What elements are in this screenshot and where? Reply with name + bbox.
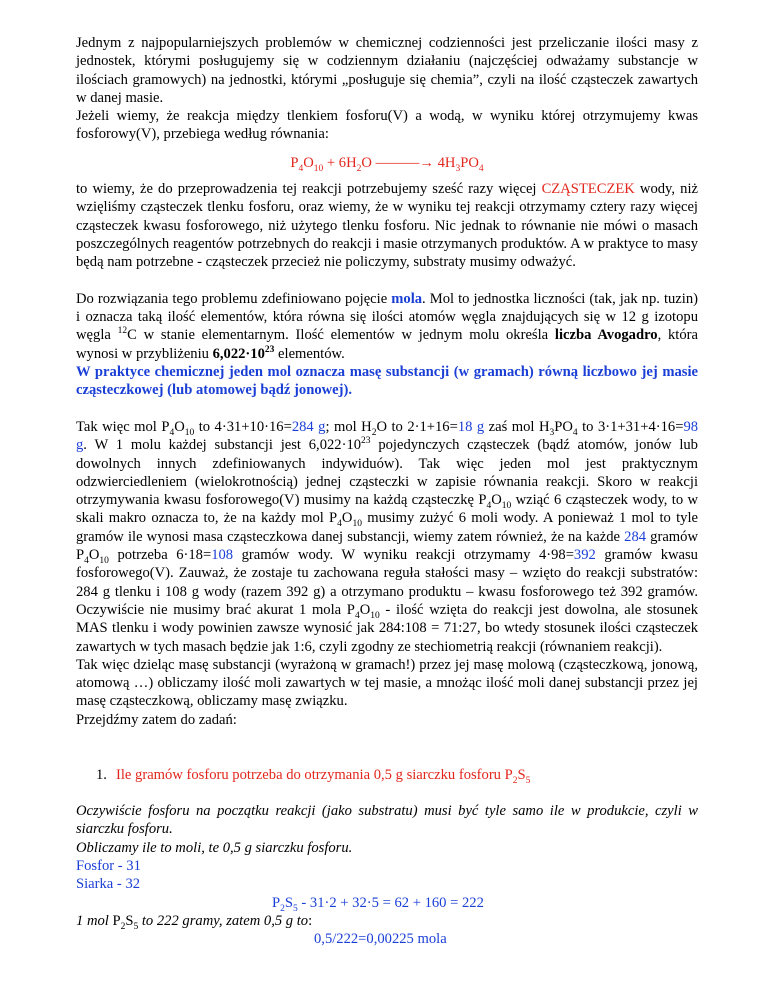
- reaction-equation: $P_4O_{10} + 6H_2O$ ———→ $4H_3PO_4$: [290, 154, 484, 174]
- term-avogadro: liczba Avogadro: [554, 327, 658, 344]
- mole-statement: 1 mol $P_2S_5$ to 222 gramy, zatem 0,5 g to:: [76, 912, 313, 932]
- explanation-paragraph: to wiemy, że do przeprowadzenia tej reakcji potrzebujemy sześć razy więcej CZĄSTECZEK wody, niż wzięliśmy cząsteczek tlenku fosforu, oraz wiemy, że w wyniku tej reakcji otrzymamy cztery razy więcej cząsteczek kwasu fosforowego, niż użytego tlenku fosforu. Nic jednak to równanie nie mówi o masach poszczególnych reagentów potrzebnych do reakcji i masie otrzymanych produktów. A w praktyce to masy będą nam potrzebne - cząsteczek przecież nie policzymy, substraty musimy odważyć.: [76, 181, 698, 271]
- document-page: [76, 34, 698, 949]
- intro-paragraph-2: Jeżeli wiemy, że reakcja między tlenkiem fosforu(V) a wodą, w wyniku której otrzymujemy kwas fosforowy(V), przebiega według równania:: [76, 108, 698, 143]
- highlight-molecules: CZĄSTECZEK: [541, 181, 635, 198]
- mol-definition-paragraph: Do rozwiązania tego problemu zdefiniowano pojęcie mola. Mol to jednostka liczności (tak, jak np. tuzin) i oznacza taką ilość elementów, która równa się ilości atomów węgla znajdujących się w 12 g izotopu węgla $^{12}$C w stanie elementarnym. Ilość elementów w jednym molu określa liczba Avogadro, która wynosi w przybliżeniu $6,022\cdot 10^{23}$ elementów. W praktyce chemicznej jeden mol oznacza masę substancji (w gramach) równą liczbowo jej masie cząsteczkowej (lub atomowej bądź jonowej).: [76, 290, 698, 399]
- atomic-mass-phosphorus: Fosfor - 31: [76, 858, 141, 875]
- term-mol: mola: [391, 290, 423, 307]
- molar-mass-calculation: $P_2S_5 - 31\cdot 2 + 32\cdot 5 = 62 + 160 = 222$: [272, 894, 484, 914]
- mol-practical-definition: W praktyce chemicznej jeden mol oznacza masę substancji (w gramach) równą liczbowo jej masie cząsteczkowej (lub atomowej bądź jonowej).: [76, 364, 698, 399]
- conversion-rule-paragraph: Tak więc dzieląc masę substancji (wyrażoną w gramach!) przez jej masę molową (cząsteczkową, jonową, atomową …) obliczamy ilość moli zawartych w tej masie, a mnożąc ilość moli danej substancji przez jej masę cząsteczkową, obliczamy masę związku.: [76, 656, 698, 710]
- solution-intro: Oczywiście fosforu na początku reakcji (jako substratu) musi być tyle samo ile w produkcie, czyli w siarczku fosforu.: [76, 803, 698, 838]
- molar-mass-paragraph: Tak więc mol $P_4O_{10}$ to 4·31+10·16=284 g; mol $H_2O$ to 2·1+16=18 g zaś mol $H_3PO_4$ to 3·1+31+4·16=98 g. W 1 molu każdej substancji jest $6,022\cdot 10^{23}$ pojedynczych cząsteczek (bądź atomów, jonów lub dowolnych innych zdefiniowanych indywiduów). Tak więc jeden mol jest praktycznym odzwierciedleniem (wielokrotnością) jednej cząsteczki w zapisie równania reakcji. Skoro w reakcji otrzymywania kwasu fosforowego(V) musimy na każdą cząsteczkę $P_4O_{10}$ wziąć 6 cząsteczek wody, to w skali makro oznacza to, że na każdy mol $P_4O_{10}$ musimy zużyć 6 moli wody. A ponieważ 1 mol to tyle gramów ile wynosi masa cząsteczkowa danej substancji, wiemy zatem również, że na każde 284 gramów $P_4O_{10}$ potrzeba 6·18=108 gramów wody. W wyniku reakcji otrzymamy 4·98=392 gramów kwasu fosforowego(V). Zauważ, że zostaje tu zachowana reguła stałości masy – wzięto do reakcji substratów: 284 g tlenku i 108 g wody (razem 392 g) a otrzymano produktu – kwasu fosforowego też 392 gramów. Oczywiście nie musimy brać akurat 1 mola $P_4O_{10}$ - ilość wzięta do reakcji jest dowolna, ale stosunek MAS tlenku i wody powinien zawsze wynosić jak 284:108 = 71:27, bo wtedy stosunek ilości cząsteczek zawartych w tych masach będzie jak 1:6, czyli zgodny ze stechiometrią reakcji (równaniem reakcji).: [76, 418, 699, 655]
- solution-step: Obliczamy ile to moli, te 0,5 g siarczku fosforu.: [76, 839, 353, 856]
- task-1: 1. Ile gramów fosforu potrzeba do otrzymania 0,5 g siarczku fosforu $P_2S_5$: [96, 766, 531, 786]
- tasks-intro: Przejdźmy zatem do zadań:: [76, 711, 237, 728]
- mole-result: 0,5/222=0,00225 mola: [314, 931, 447, 948]
- intro-paragraph-1: Jednym z najpopularniejszych problemów w chemicznej codzienności jest przeliczanie ilości masy z jednostek, którymi posługujemy się w codziennym działaniu (najczęściej odważamy substancje w ilościach gramowych) na jednostki, którymi „posługuje się chemia”, czyli na ilość cząsteczek zawartych w danej masie.: [76, 35, 698, 106]
- atomic-mass-sulfur: Siarka - 32: [76, 876, 141, 893]
